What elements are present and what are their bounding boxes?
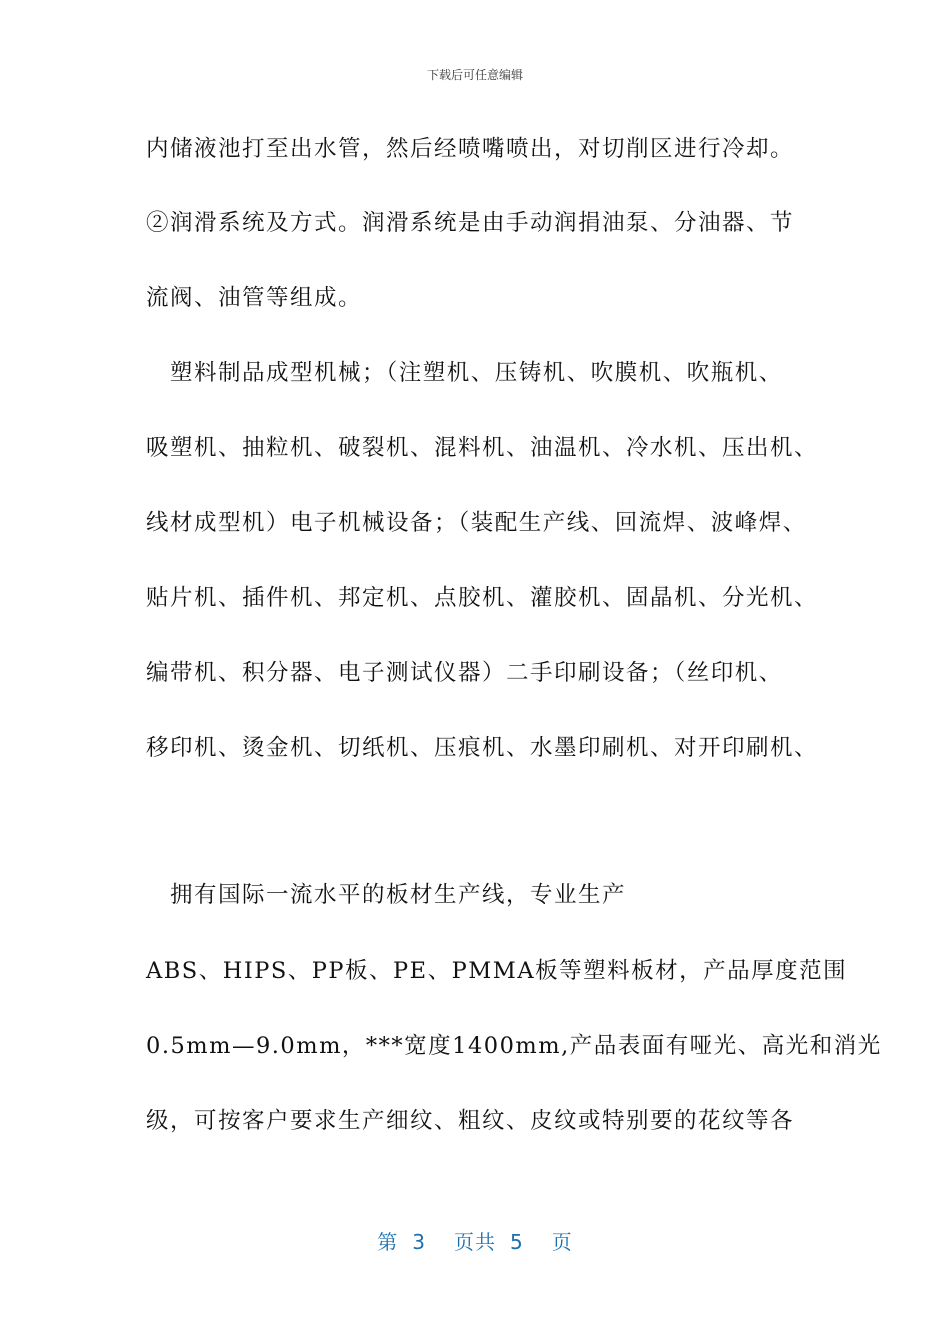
body-line-3: 流阀、油管等组成。 — [146, 285, 363, 311]
body-line-9: 移印机、烫金机、切纸机、压痕机、水墨印刷机、对开印刷机、 — [146, 735, 819, 761]
body-line-1: 内储液池打至出水管，然后经喷嘴喷出，对切削区进行冷却。 — [146, 136, 795, 162]
body-line-12: 0.5mm—9.0mm，***宽度1400mm,产品表面有哑光、高光和消光 — [146, 1033, 882, 1059]
page-header: 下载后可任意编辑 — [426, 68, 523, 82]
body-line-11: ABS、HIPS、PP板、PE、PMMA板等塑料板材，产品厚度范围 — [146, 958, 848, 984]
footer-prefix: 第 — [377, 1230, 399, 1254]
body-line-4: 塑料制品成型机械；（注塑机、压铸机、吹膜机、吹瓶机、 — [146, 360, 783, 386]
footer-page-number: 3 — [412, 1230, 426, 1254]
footer-suffix: 页 — [551, 1230, 573, 1254]
body-line-10: 拥有国际一流水平的板材生产线，专业生产 — [146, 882, 627, 908]
footer-total-pages: 5 — [510, 1230, 524, 1254]
page-footer — [0, 1226, 950, 1255]
body-line-7: 贴片机、插件机、邦定机、点胶机、灌胶机、固晶机、分光机、 — [146, 585, 819, 611]
body-line-8: 编带机、积分器、电子测试仪器）二手印刷设备；（丝印机、 — [146, 660, 783, 686]
body-line-2: ②润滑系统及方式。润滑系统是由手动润捐油泵、分油器、节 — [146, 210, 795, 236]
body-line-5: 吸塑机、抽粒机、破裂机、混料机、油温机、冷水机、压出机、 — [146, 435, 819, 461]
body-line-6: 线材成型机）电子机械设备；（装配生产线、回流焊、波峰焊、 — [146, 510, 807, 536]
footer-middle: 页共 — [454, 1230, 496, 1254]
body-line-13: 级，可按客户要求生产细纹、粗纹、皮纹或特别要的花纹等各 — [146, 1108, 795, 1134]
